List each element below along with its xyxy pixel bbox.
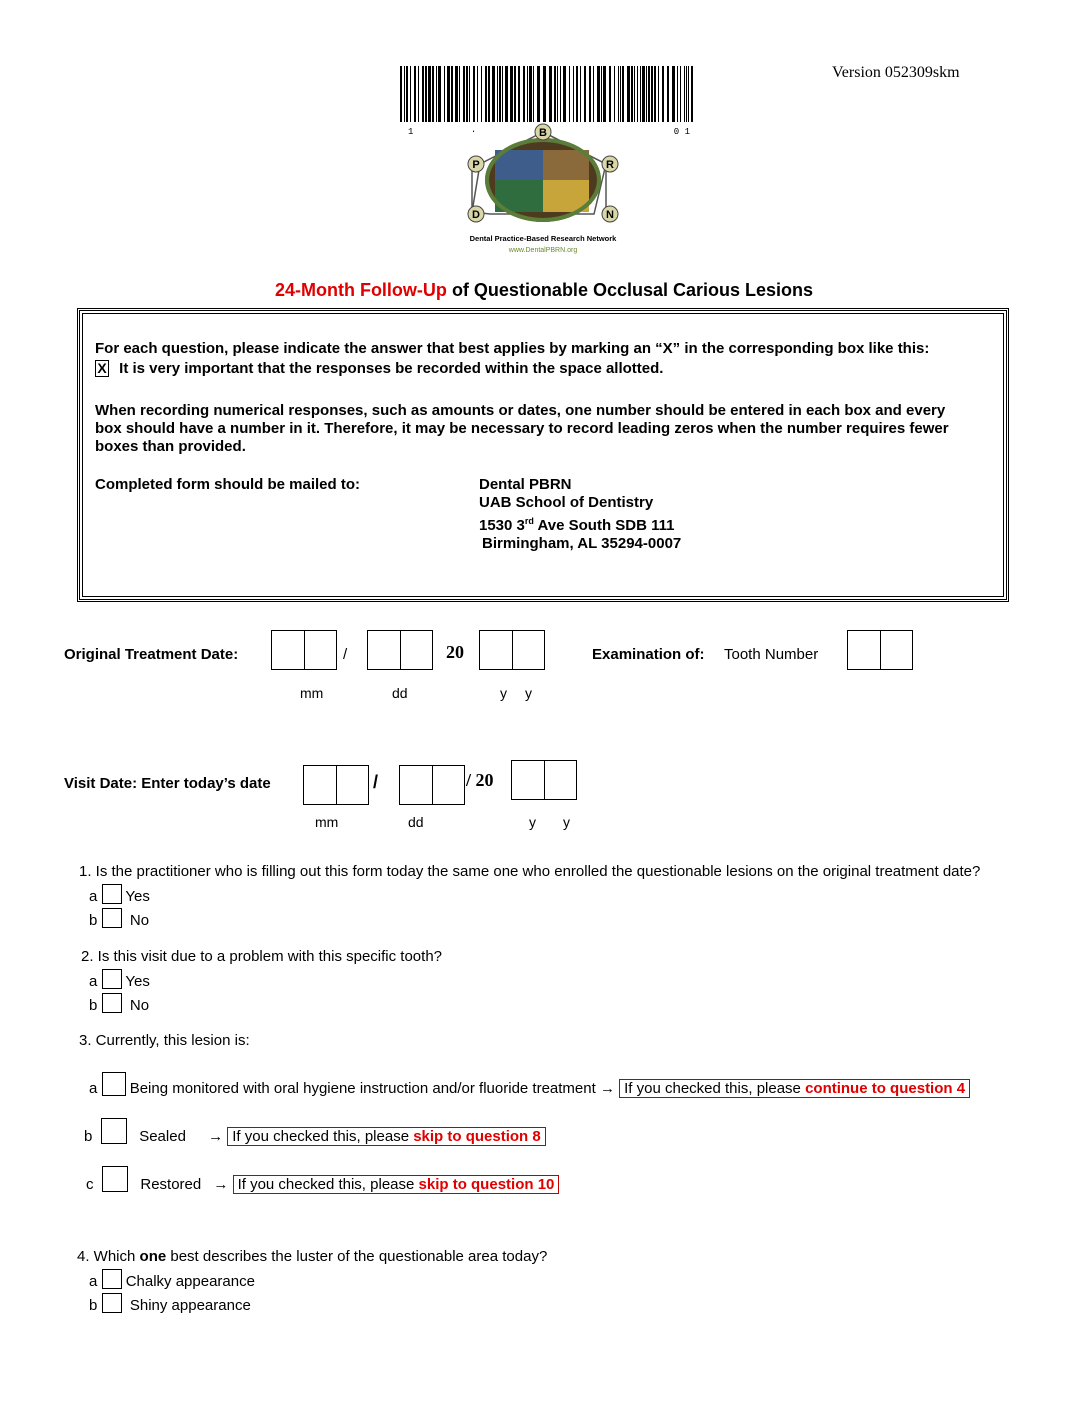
address-line3: 1530 3rd Ave South SDB 111 bbox=[479, 516, 675, 534]
barcode-bar bbox=[537, 66, 540, 122]
original-date-y2-label: y bbox=[525, 685, 532, 701]
barcode-bar bbox=[684, 66, 685, 122]
barcode-bar bbox=[499, 66, 501, 122]
q2-b-label: No bbox=[129, 997, 150, 1014]
q3-c-label: Restored bbox=[140, 1176, 202, 1193]
barcode-bar bbox=[573, 66, 574, 122]
barcode-bar bbox=[447, 66, 450, 122]
barcode-bar bbox=[640, 66, 641, 122]
barcode-bar bbox=[444, 66, 445, 122]
barcode-bar bbox=[637, 66, 638, 122]
barcode-bar bbox=[576, 66, 578, 122]
barcode-bar bbox=[667, 66, 669, 122]
barcode-bar bbox=[603, 66, 606, 122]
q3-text: 3. Currently, this lesion is: bbox=[79, 1032, 250, 1049]
logo-letter-d: D bbox=[472, 209, 480, 221]
visit-date-y1-label: y bbox=[529, 814, 536, 830]
q3-c-instruction: If you checked this, please skip to question 10 bbox=[233, 1175, 560, 1194]
barcode-bar bbox=[497, 66, 498, 122]
q1-b-label: No bbox=[129, 912, 150, 929]
q3-c-checkbox[interactable] bbox=[102, 1166, 128, 1192]
original-date-mm-boxes[interactable] bbox=[271, 630, 337, 670]
q4-a-label: Chalky appearance bbox=[125, 1273, 255, 1290]
q3-option-b: b Sealed → If you checked this, please skip to question 8 bbox=[84, 1118, 546, 1145]
barcode-bar bbox=[414, 66, 416, 122]
barcode-bar bbox=[488, 66, 490, 122]
barcode-bar bbox=[651, 66, 653, 122]
q1-text: 1. Is the practitioner who is filling out this form today the same one who enrolled the questionable lesions on the original treatment date? bbox=[79, 863, 981, 880]
q3-b-instruction: If you checked this, please skip to question 8 bbox=[227, 1127, 545, 1146]
title-red: 24-Month Follow-Up bbox=[274, 280, 447, 300]
original-date-y1-label: y bbox=[500, 685, 507, 701]
barcode-bar bbox=[622, 66, 624, 122]
barcode-bar bbox=[560, 66, 561, 122]
barcode-bar bbox=[438, 66, 441, 122]
barcode-bar bbox=[425, 66, 427, 122]
q2-a-label: Yes bbox=[125, 973, 150, 990]
q3-a-label: Being monitored with oral hygiene instruction and/or fluoride treatment → bbox=[129, 1080, 615, 1097]
mail-label: Completed form should be mailed to: bbox=[95, 476, 361, 493]
barcode-bar bbox=[463, 66, 465, 122]
q2-text: 2. Is this visit due to a problem with this specific tooth? bbox=[81, 948, 443, 965]
logo-caption: Dental Practice-Based Research Network bbox=[469, 234, 617, 243]
barcode-bar bbox=[432, 66, 434, 122]
q4-option-a: a Chalky appearance bbox=[89, 1269, 255, 1290]
barcode-bar bbox=[569, 66, 570, 122]
barcode-bar bbox=[563, 66, 566, 122]
address-line2: UAB School of Dentistry bbox=[479, 494, 654, 511]
barcode-bar bbox=[658, 66, 659, 122]
barcode-bar bbox=[527, 66, 528, 122]
barcode-bar bbox=[680, 66, 681, 122]
barcode-bar bbox=[648, 66, 650, 122]
visit-date-dd-boxes[interactable] bbox=[399, 765, 465, 805]
tooth-number-label: Tooth Number bbox=[724, 646, 819, 663]
original-date-mm-label: mm bbox=[300, 685, 324, 701]
barcode-bar bbox=[672, 66, 675, 122]
barcode-bar bbox=[580, 66, 581, 122]
barcode-bar bbox=[400, 66, 402, 122]
barcode-bar bbox=[418, 66, 419, 122]
q2-b-checkbox[interactable] bbox=[102, 993, 122, 1013]
barcode-digit-left: 1 bbox=[408, 127, 414, 137]
form-title bbox=[0, 280, 1088, 301]
logo-url: www.DentalPBRN.org bbox=[508, 247, 578, 254]
visit-date-mm-label: mm bbox=[315, 814, 339, 830]
barcode-bar bbox=[677, 66, 678, 122]
barcode-bar bbox=[686, 66, 687, 122]
q1-b-checkbox[interactable] bbox=[102, 908, 122, 928]
barcode-bar bbox=[631, 66, 633, 122]
barcode-bar bbox=[492, 66, 495, 122]
barcode-bar bbox=[451, 66, 453, 122]
instructions-line2-wrap bbox=[95, 360, 663, 378]
barcode-bar bbox=[597, 66, 600, 122]
tooth-number-boxes[interactable] bbox=[847, 630, 913, 670]
barcode-digit-right: 0 1 bbox=[673, 127, 690, 137]
barcode-bar bbox=[688, 66, 689, 122]
logo-letter-p: P bbox=[472, 159, 480, 171]
barcode-bar bbox=[523, 66, 525, 122]
original-date-label: Original Treatment Date: bbox=[64, 646, 239, 663]
barcode-bar bbox=[514, 66, 516, 122]
barcode-bar bbox=[634, 66, 635, 122]
barcode-bar bbox=[404, 66, 405, 122]
address-line1: Dental PBRN bbox=[479, 476, 572, 493]
original-date-dd-label: dd bbox=[392, 685, 408, 701]
barcode-bar bbox=[428, 66, 431, 122]
q3-option-a: a Being monitored with oral hygiene instruction and/or fluoride treatment → If you checked this, please continue to question 4 bbox=[89, 1072, 970, 1097]
q3-a-instruction: If you checked this, please continue to question 4 bbox=[619, 1079, 970, 1098]
logo-letter-n: N bbox=[606, 209, 614, 221]
barcode-bar bbox=[549, 66, 552, 122]
barcode-bar bbox=[593, 66, 594, 122]
original-date-century: 20 bbox=[446, 642, 464, 662]
barcode-bar bbox=[614, 66, 615, 122]
q2-option-b: b No bbox=[89, 993, 149, 1014]
title-rest: of Questionable Occlusal Carious Lesions bbox=[451, 280, 814, 300]
visit-date-dd-label: dd bbox=[408, 814, 424, 830]
instructions-line1: For each question, please indicate the answer that best applies by marking an “X” in the corresponding box like this: bbox=[95, 340, 930, 357]
barcode-bar bbox=[529, 66, 532, 122]
examination-label: Examination of: bbox=[592, 646, 705, 663]
visit-date-century: / 20 bbox=[466, 770, 494, 790]
q3-b-label: Sealed bbox=[139, 1128, 186, 1145]
q1-option-a: a Yes bbox=[89, 884, 150, 905]
barcode-bar bbox=[662, 66, 664, 122]
barcode-bar bbox=[642, 66, 645, 122]
barcode-bar bbox=[584, 66, 586, 122]
barcode-bar bbox=[554, 66, 556, 122]
barcode-bar bbox=[473, 66, 475, 122]
barcode-bar bbox=[533, 66, 534, 122]
barcode-bar bbox=[502, 66, 503, 122]
barcode-bar bbox=[627, 66, 630, 122]
dpbrn-logo bbox=[460, 122, 626, 258]
barcode-bar bbox=[505, 66, 508, 122]
barcode-bar bbox=[466, 66, 468, 122]
q1-a-checkbox[interactable] bbox=[102, 884, 122, 904]
q4-b-label: Shiny appearance bbox=[129, 1297, 251, 1314]
visit-date-yy-boxes[interactable] bbox=[511, 760, 577, 800]
instructions-line2: It is very important that the responses be recorded within the space allotted. bbox=[119, 360, 664, 377]
q4-a-checkbox[interactable] bbox=[102, 1269, 122, 1289]
barcode-bar bbox=[406, 66, 408, 122]
barcode-bar bbox=[485, 66, 487, 122]
q2-option-a: a Yes bbox=[89, 969, 150, 990]
barcode-digit-mid: · bbox=[470, 127, 477, 137]
q4-text: 4. Which one best describes the luster of the questionable area today? bbox=[77, 1248, 548, 1265]
q1-option-b: b No bbox=[89, 908, 149, 929]
logo-letter-r: R bbox=[606, 159, 614, 171]
mail-address bbox=[479, 476, 681, 553]
barcode-bar bbox=[481, 66, 482, 122]
barcode-bar bbox=[589, 66, 591, 122]
barcode-bar bbox=[618, 66, 619, 122]
barcode-bar bbox=[601, 66, 602, 122]
q4-option-b: b Shiny appearance bbox=[89, 1293, 251, 1314]
barcode-bar bbox=[436, 66, 437, 122]
barcode-bar bbox=[422, 66, 424, 122]
barcode-bar bbox=[410, 66, 411, 122]
q3-b-checkbox[interactable] bbox=[101, 1118, 127, 1144]
barcode-bar bbox=[459, 66, 460, 122]
original-date-yy-boxes[interactable] bbox=[479, 630, 545, 670]
visit-date-slash: / bbox=[373, 772, 379, 792]
barcode-bar bbox=[609, 66, 611, 122]
q4-b-checkbox[interactable] bbox=[102, 1293, 122, 1313]
visit-date-label: Visit Date: Enter today’s date bbox=[64, 775, 271, 792]
q1-a-label: Yes bbox=[125, 888, 150, 905]
barcode-bar bbox=[691, 66, 693, 122]
barcode-bar bbox=[477, 66, 478, 122]
barcode-bar bbox=[557, 66, 558, 122]
barcode-bar bbox=[654, 66, 656, 122]
q3-a-checkbox[interactable] bbox=[102, 1072, 126, 1096]
barcode-bar bbox=[455, 66, 458, 122]
address-line4: Birmingham, AL 35294-0007 bbox=[482, 535, 682, 552]
visit-date-mm-boxes[interactable] bbox=[303, 765, 369, 805]
barcode-bar bbox=[620, 66, 621, 122]
example-x-box: X bbox=[95, 360, 109, 377]
form-version: Version 052309skm bbox=[832, 64, 960, 81]
barcode-bar bbox=[543, 66, 546, 122]
logo-letter-b: B bbox=[539, 127, 547, 139]
barcode bbox=[398, 66, 696, 128]
barcode-bar bbox=[469, 66, 470, 122]
barcode-bar bbox=[646, 66, 647, 122]
barcode-bar bbox=[518, 66, 520, 122]
original-date-dd-boxes[interactable] bbox=[367, 630, 433, 670]
barcode-bar bbox=[510, 66, 513, 122]
instructions-para2: When recording numerical responses, such as amounts or dates, one number should be entered in each box and every box should have a number in it. Therefore, it may be necessary to record leading zeros when the number requires fewer boxes than provided. bbox=[95, 402, 949, 455]
original-date-slash: / bbox=[343, 646, 348, 663]
q2-a-checkbox[interactable] bbox=[102, 969, 122, 989]
q3-option-c: c Restored → If you checked this, please skip to question 10 bbox=[86, 1166, 559, 1193]
visit-date-y2-label: y bbox=[563, 814, 570, 830]
